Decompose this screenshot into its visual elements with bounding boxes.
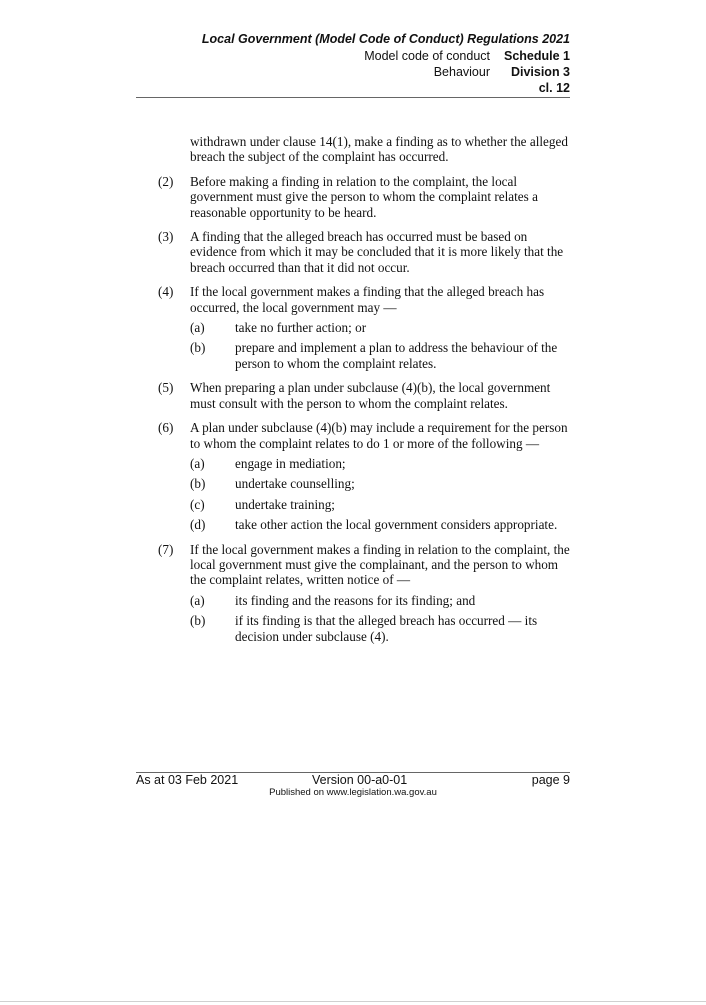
as-at-date: As at 03 Feb 2021 bbox=[136, 773, 239, 787]
header-row-clause bbox=[490, 81, 570, 95]
clause-7 bbox=[150, 542, 570, 644]
subclause-number: (a) bbox=[190, 320, 205, 336]
subclause-number: (a) bbox=[190, 592, 205, 608]
subclause-item bbox=[190, 497, 570, 512]
header-value: Schedule 1 bbox=[504, 49, 570, 63]
subclause-text: engage in mediation; bbox=[235, 455, 346, 471]
clause-text: If the local government makes a finding in relation to the complaint, the local government must give the complainant, and the person to whom the complaint relates, written notice of — bbox=[190, 541, 570, 588]
clause-number: (3) bbox=[158, 229, 174, 245]
clause-number: (2) bbox=[158, 173, 174, 189]
header-row-division bbox=[434, 65, 570, 79]
clause-6 bbox=[150, 420, 570, 532]
subclause-text: its finding and the reasons for its finding; and bbox=[235, 592, 476, 608]
clause-text: When preparing a plan under subclause (4)(b), the local government must consult with the person to whom the complaint relates. bbox=[190, 380, 551, 411]
header-value: cl. 12 bbox=[538, 81, 570, 95]
subclause-item bbox=[190, 613, 570, 644]
clause-number: (7) bbox=[158, 541, 174, 557]
subclause-item bbox=[190, 517, 570, 532]
header-value: Division 3 bbox=[510, 65, 570, 79]
subclause-number: (c) bbox=[190, 496, 205, 512]
subclause-text: undertake training; bbox=[235, 496, 335, 512]
subclause-text: if its finding is that the alleged breach has occurred — its decision under subclause (4). bbox=[235, 613, 538, 644]
subclause-text: prepare and implement a plan to address the behaviour of the person to whom the complaint relates. bbox=[235, 340, 558, 371]
page-edge-line bbox=[0, 1001, 706, 1002]
document-body bbox=[150, 134, 570, 653]
subclause-item bbox=[190, 593, 570, 608]
subclause-number: (a) bbox=[190, 455, 205, 471]
header-divider bbox=[136, 97, 570, 98]
subclause-item bbox=[190, 476, 570, 491]
clause-text: Before making a finding in relation to the complaint, the local government must give the person to whom the complaint relates a reasonable opportunity to be heard. bbox=[190, 173, 538, 220]
subclause-number: (b) bbox=[190, 613, 206, 629]
clause-5 bbox=[150, 380, 570, 411]
clause-2 bbox=[150, 174, 570, 220]
header-label: Model code of conduct bbox=[364, 49, 490, 63]
clause-text: If the local government makes a finding that the alleged breach has occurred, the local government may — bbox=[190, 284, 545, 315]
version-label: Version 00-a0-01 bbox=[312, 773, 408, 787]
clause-number: (5) bbox=[158, 380, 174, 396]
subclause-number: (b) bbox=[190, 340, 206, 356]
page-number: page 9 bbox=[531, 773, 570, 787]
clause-text: A finding that the alleged breach has occurred must be based on evidence from which it may be concluded that it is more likely that the breach occurred than that it did not occur. bbox=[190, 229, 564, 275]
clause-text: A plan under subclause (4)(b) may include a requirement for the person to whom the complaint relates to do 1 or more of the following — bbox=[190, 420, 568, 451]
published-notice: Published on www.legislation.wa.gov.au bbox=[269, 787, 437, 798]
subclause-text: take other action the local government considers appropriate. bbox=[235, 517, 558, 533]
header-row-schedule bbox=[364, 49, 570, 63]
subclause-text: undertake counselling; bbox=[235, 476, 355, 492]
clause-continuation bbox=[150, 134, 570, 165]
subclause-number: (b) bbox=[190, 476, 206, 492]
subclause-item bbox=[190, 320, 570, 335]
subclause-item bbox=[190, 340, 570, 371]
document-title: Local Government (Model Code of Conduct) Regulations 2021 bbox=[201, 32, 570, 46]
subclause-item bbox=[190, 456, 570, 471]
clause-3 bbox=[150, 229, 570, 275]
subclause-number: (d) bbox=[190, 517, 206, 533]
subclause-text: take no further action; or bbox=[235, 320, 367, 336]
clause-number: (6) bbox=[158, 420, 174, 436]
clause-4 bbox=[150, 284, 570, 371]
header-label: Behaviour bbox=[433, 65, 490, 79]
clause-text: withdrawn under clause 14(1), make a finding as to whether the alleged breach the subject of the complaint has occurred. bbox=[190, 134, 568, 165]
clause-number: (4) bbox=[158, 284, 174, 300]
